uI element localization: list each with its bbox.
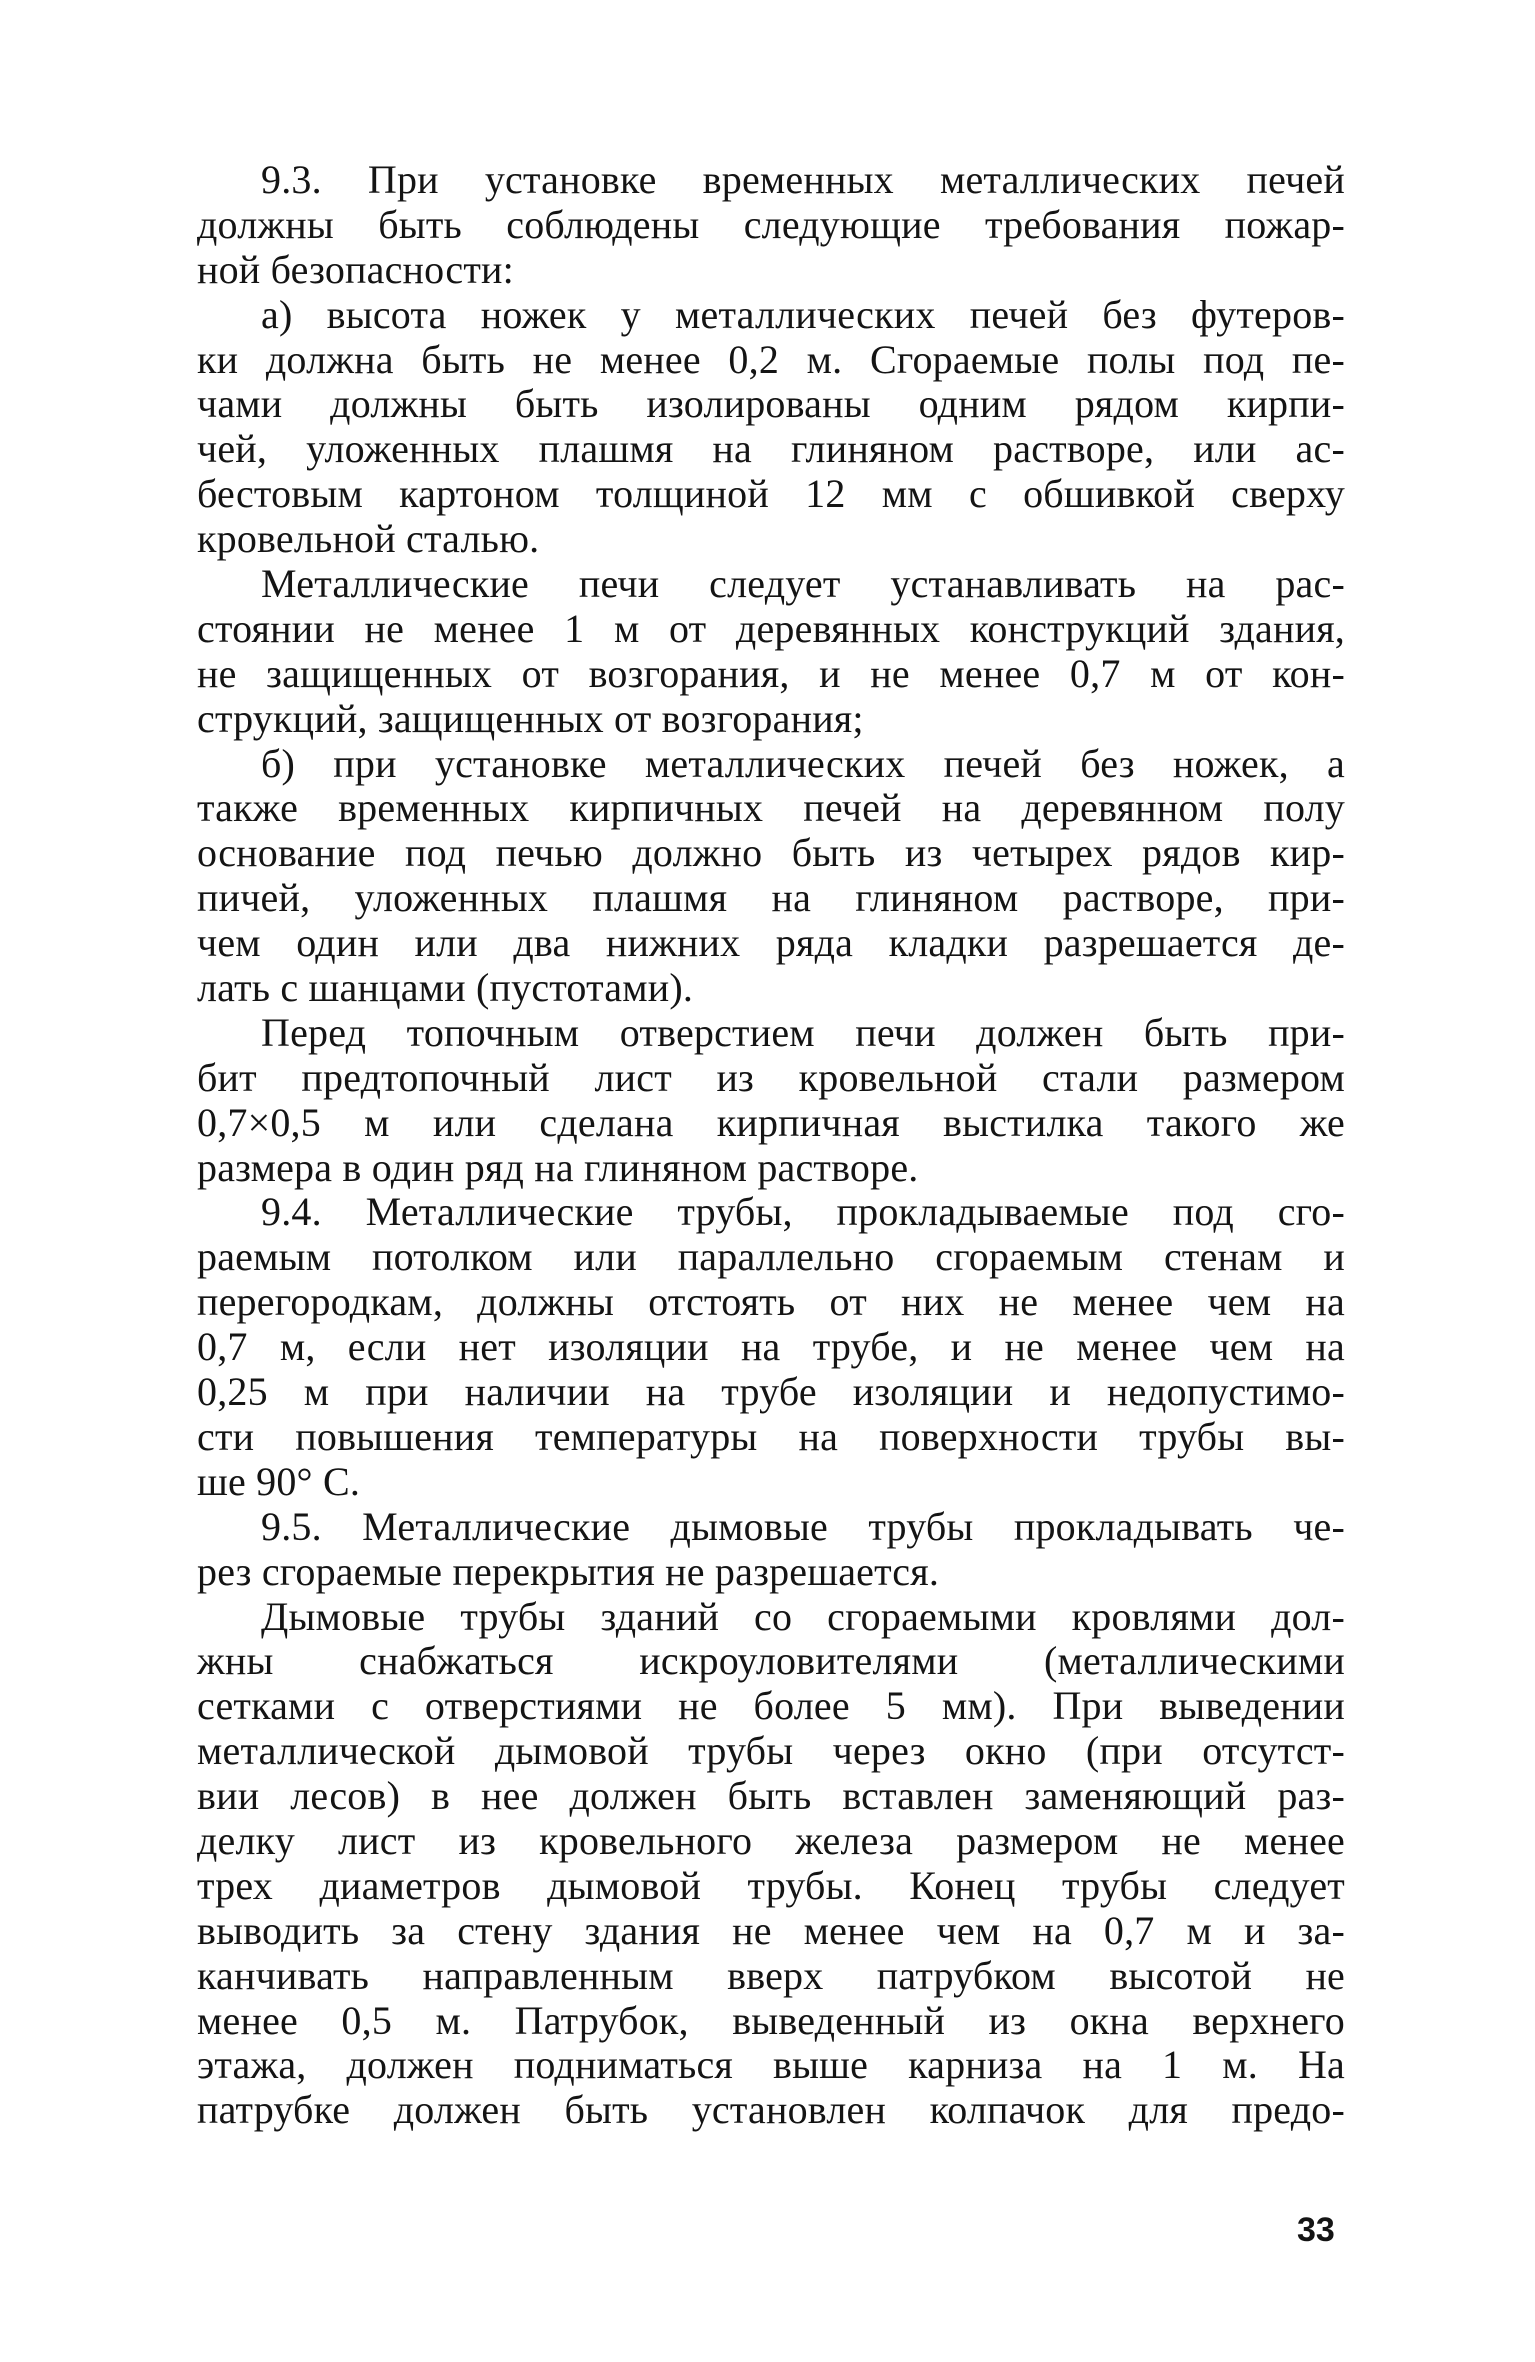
- text-line: б) при установке металлических печей без ножек, а: [261, 740, 1345, 786]
- text-line: не защищенных от возгорания, и не менее 0,7 м от кон-: [197, 650, 1345, 696]
- page-body: [197, 158, 1345, 2133]
- text-line: трех диаметров дымовой трубы. Конец трубы следует: [197, 1862, 1345, 1908]
- text-line: должны быть соблюдены следующие требования пожар-: [197, 201, 1345, 247]
- text-line: сетками с отверстиями не более 5 мм). При выведении: [197, 1683, 1345, 1729]
- text-line: 0,7 м, если нет изоляции на трубе, и не менее чем на: [197, 1324, 1345, 1370]
- text-line: 0,7×0,5 м или сделана кирпичная выстилка такого же: [197, 1099, 1345, 1145]
- text-line: 9.5. Металлические дымовые трубы прокладывать че-: [261, 1503, 1345, 1549]
- text-line: ки должна быть не менее 0,2 м. Сгораемые полы под пе-: [197, 336, 1345, 382]
- text-line: бит предтопочный лист из кровельной стали размером: [197, 1054, 1345, 1100]
- text-line: металлической дымовой трубы через окно (при отсутст-: [197, 1728, 1345, 1774]
- text-line: делку лист из кровельного железа размером не менее: [197, 1817, 1345, 1863]
- text-line: чей, уложенных плашмя на глиняном растворе, или ас-: [197, 426, 1345, 472]
- text-line: выводить за стену здания не менее чем на 0,7 м и за-: [197, 1907, 1345, 1953]
- text-line: чем один или два нижних ряда кладки разрешается де-: [197, 920, 1345, 966]
- text-line: вии лесов) в нее должен быть вставлен заменяющий раз-: [197, 1773, 1345, 1819]
- text-line: канчивать направленным вверх патрубком высотой не: [197, 1952, 1345, 1998]
- text-line: раемым потолком или параллельно сгораемым стенам и: [197, 1234, 1345, 1280]
- text-line: рез сгораемые перекрытия не разрешается.: [197, 1548, 940, 1594]
- page-number: 33: [1297, 2211, 1335, 2249]
- text-line: чами должны быть изолированы одним рядом кирпи-: [197, 381, 1345, 427]
- text-line: основание под печью должно быть из четырех рядов кир-: [197, 830, 1345, 876]
- text-line: Дымовые трубы зданий со сгораемыми кровлями дол-: [261, 1593, 1345, 1639]
- text-line: Металлические печи следует устанавливать на рас-: [261, 561, 1345, 607]
- text-line: стоянии не менее 1 м от деревянных конструкций здания,: [197, 605, 1345, 651]
- text-line: сти повышения температуры на поверхности трубы вы-: [197, 1413, 1345, 1459]
- text-line: струкций, защищенных от возгорания;: [197, 695, 864, 741]
- text-line: 0,25 м при наличии на трубе изоляции и недопустимо-: [197, 1369, 1345, 1415]
- text-line: ше 90° С.: [197, 1458, 361, 1504]
- text-line: также временных кирпичных печей на деревянном полу: [197, 785, 1345, 831]
- text-line: ной безопасности:: [197, 246, 514, 292]
- text-line: бестовым картоном толщиной 12 мм с обшивкой сверху: [197, 471, 1345, 517]
- text-line: пичей, уложенных плашмя на глиняном растворе, при-: [197, 875, 1345, 921]
- text-line: патрубке должен быть установлен колпачок для предо-: [197, 2087, 1345, 2133]
- text-line: этажа, должен подниматься выше карниза на 1 м. На: [197, 2042, 1345, 2088]
- text-line: менее 0,5 м. Патрубок, выведенный из окна верхнего: [197, 1997, 1345, 2043]
- text-line: а) высота ножек у металлических печей без футеров-: [261, 291, 1345, 337]
- text-line: кровельной сталью.: [197, 516, 540, 562]
- text-line: лать с шанцами (пустотами).: [197, 965, 694, 1011]
- text-line: Перед топочным отверстием печи должен быть при-: [261, 1009, 1345, 1055]
- text-lines: [197, 158, 1345, 2133]
- text-line: 9.4. Металлические трубы, прокладываемые под сго-: [261, 1189, 1345, 1235]
- text-line: жны снабжаться искроуловителями (металлическими: [197, 1638, 1345, 1684]
- text-line: 9.3. При установке временных металлических печей: [261, 157, 1345, 202]
- text-line: перегородкам, должны отстоять от них не менее чем на: [197, 1279, 1345, 1325]
- text-line: размера в один ряд на глиняном растворе.: [197, 1144, 919, 1190]
